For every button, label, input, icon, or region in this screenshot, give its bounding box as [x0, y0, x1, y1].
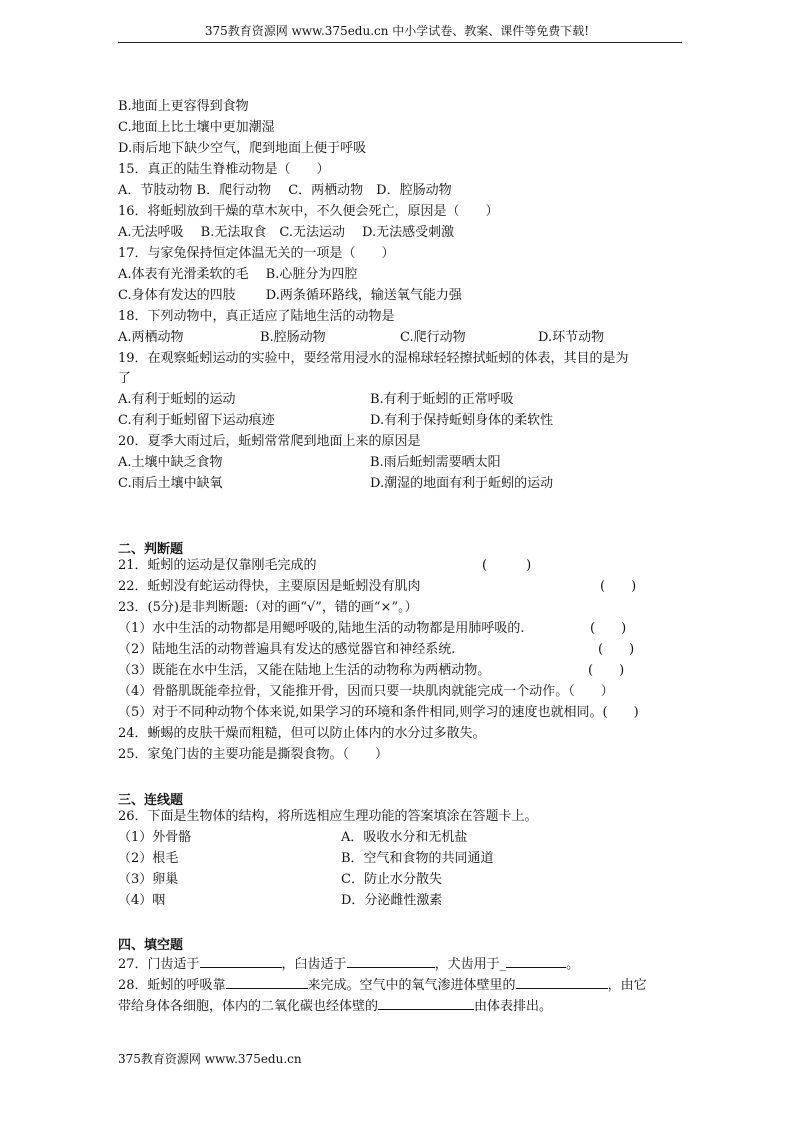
- question-21: [118, 558, 532, 574]
- question-27-part-2: ，臼齿适于: [281, 957, 347, 972]
- option-b-q19: B.有利于蚯蚓的正常呼吸: [370, 392, 514, 407]
- question-22: [118, 579, 637, 595]
- question-21-text: 21．蚯蚓的运动是仅靠刚毛完成的: [118, 558, 317, 573]
- options-q16: A.无法呼吸 B.无法取食 C.无法运动 D.无法感受刺激: [118, 225, 455, 240]
- match-row-4: [118, 893, 443, 909]
- question-20: 20．夏季大雨过后，蚯蚓常常爬到地面上来的原因是: [118, 434, 421, 449]
- question-19: 19．在观察蚯蚓运动的实验中，要经常用浸水的湿棉球轻轻擦拭蚯蚓的体表，其目的是为: [118, 351, 629, 366]
- question-27-part-1: 27．门齿适于: [118, 957, 200, 972]
- question-23-4: （4）骨骼肌既能牵拉骨，又能推开骨，因而只要一块肌肉就能完成一个动作。（ ）: [118, 684, 614, 699]
- match-left-4: （4）咽: [118, 893, 166, 908]
- question-28-part-4: 带给身体各细胞，体内的二氧化碳也经体壁的: [118, 999, 379, 1014]
- match-row-3: [118, 872, 442, 888]
- option-c-q18: C.爬行动物: [400, 330, 466, 345]
- question-23-2: [118, 642, 635, 658]
- question-23-1-paren: ( ): [590, 621, 627, 636]
- question-28-part-3: ，由它: [607, 978, 647, 993]
- match-right-c: C．防止水分散失: [341, 872, 442, 887]
- option-b-q14: B.地面上更容得到食物: [118, 99, 249, 114]
- question-28-part-1: 28．蚯蚓的呼吸靠: [118, 978, 226, 993]
- section-4-title: 四、填空题: [118, 938, 184, 953]
- question-25: 25．家兔门齿的主要功能是撕裂食物。（ ）: [118, 747, 389, 762]
- question-23-2-paren: ( ): [598, 642, 635, 657]
- option-b-q20: B.雨后蚯蚓需要晒太阳: [370, 455, 501, 470]
- answer-blank[interactable]: [378, 997, 474, 1010]
- question-26: 26．下面是生物体的结构，将所选相应生理功能的答案填涂在答题卡上。: [118, 809, 538, 824]
- option-d-q20: D.潮湿的地面有利于蚯蚓的运动: [370, 476, 554, 491]
- option-d-q14: D.雨后地下缺少空气，爬到地面上便于呼吸: [118, 141, 367, 156]
- option-c-q14: C.地面上比土壤中更加潮湿: [118, 120, 275, 135]
- match-row-1: [118, 830, 468, 846]
- options-q17-cd: C.身体有发达的四肢 D.两条循环路线，输送氧气能力强: [118, 288, 462, 303]
- section-3-title: 三、连线题: [118, 793, 184, 808]
- question-27-part-3: ，犬齿用于_: [434, 957, 507, 972]
- match-row-2: [118, 851, 494, 867]
- question-22-text: 22．蚯蚓没有蛇运动得快，主要原因是蚯蚓没有肌肉: [118, 579, 421, 594]
- match-left-2: （2）根毛: [118, 851, 179, 866]
- header-rule: [118, 42, 682, 43]
- answer-blank[interactable]: [347, 955, 435, 968]
- option-d-q18: D.环节动物: [538, 330, 605, 345]
- match-right-b: B．空气和食物的共同通道: [341, 851, 494, 866]
- option-b-q18: B.腔肠动物: [260, 330, 326, 345]
- option-d-q19: D.有利于保持蚯蚓身体的柔软性: [370, 413, 554, 428]
- question-28-cont: [118, 997, 552, 1015]
- question-23-3-text: （3）既能在水中生活，又能在陆地上生活的动物称为两栖动物。: [118, 663, 491, 678]
- question-23-5: （5）对于不同种动物个体来说,如果学习的环境和条件相同,则学习的速度也就相同。( ): [118, 705, 639, 720]
- option-c-q20: C.雨后土壤中缺氧: [118, 476, 223, 491]
- options-q17-ab: A.体表有光滑柔软的毛 B.心脏分为四腔: [118, 267, 358, 282]
- match-right-a: A．吸收水分和无机盐: [341, 830, 468, 845]
- question-16: 16．将蚯蚓放到干燥的草木灰中，不久便会死亡，原因是（ ）: [118, 204, 499, 219]
- question-24: 24．蜥蜴的皮肤干燥而粗糙，但可以防止体内的水分过多散失。: [118, 726, 486, 741]
- question-23-3-paren: ( ): [588, 663, 625, 678]
- question-28-part-5: 由体表排出。: [474, 999, 553, 1014]
- match-left-3: （3）卵巢: [118, 872, 179, 887]
- options-q15: A．节肢动物 B．爬行动物 C．两栖动物 D．腔肠动物: [118, 183, 452, 198]
- question-19-cont: 了: [118, 371, 132, 386]
- match-left-1: （1）外骨骼: [118, 830, 192, 845]
- question-23-1-text: （1）水中生活的动物都是用鳃呼吸的,陆地生活的动物都是用肺呼吸的.: [118, 621, 525, 636]
- option-a-q19: A.有利于蚯蚓的运动: [118, 392, 236, 407]
- question-28-part-2: 来完成。空气中的氧气渗进体壁里的: [307, 978, 516, 993]
- question-22-paren: ( ): [600, 579, 637, 594]
- page-footer: 375教育资源网 www.375edu.cn: [118, 1052, 302, 1066]
- option-a-q18: A.两栖动物: [118, 330, 184, 345]
- answer-blank[interactable]: [226, 976, 308, 989]
- answer-blank[interactable]: [200, 955, 282, 968]
- option-c-q19: C.有利于蚯蚓留下运动痕迹: [118, 413, 275, 428]
- question-21-paren: ( ): [482, 558, 532, 573]
- question-23-3: [118, 663, 625, 679]
- question-15: 15．真正的陆生脊椎动物是（ ）: [118, 162, 330, 177]
- question-23: 23．(5分)是非判断题:（对的画“√”，错的画“×”。）: [118, 600, 418, 615]
- match-right-d: D．分泌雌性激素: [341, 893, 443, 908]
- question-23-1: [118, 621, 627, 637]
- answer-blank[interactable]: [516, 976, 608, 989]
- question-17: 17．与家兔保持恒定体温无关的一项是（ ）: [118, 246, 395, 261]
- question-27: [118, 955, 579, 973]
- question-28: [118, 976, 647, 994]
- option-a-q20: A.土壤中缺乏食物: [118, 455, 223, 470]
- question-18: 18．下列动物中，真正适应了陆地生活的动物是: [118, 309, 395, 324]
- question-27-part-4: 。: [566, 957, 580, 972]
- section-2-title: 二、判断题: [118, 542, 184, 557]
- answer-blank[interactable]: [506, 955, 566, 968]
- page-header: 375教育资源网 www.375edu.cn 中小学试卷、教案、课件等免费下载!: [204, 24, 590, 38]
- question-23-2-text: （2）陆地生活的动物普遍具有发达的感觉器官和神经系统.: [118, 642, 456, 657]
